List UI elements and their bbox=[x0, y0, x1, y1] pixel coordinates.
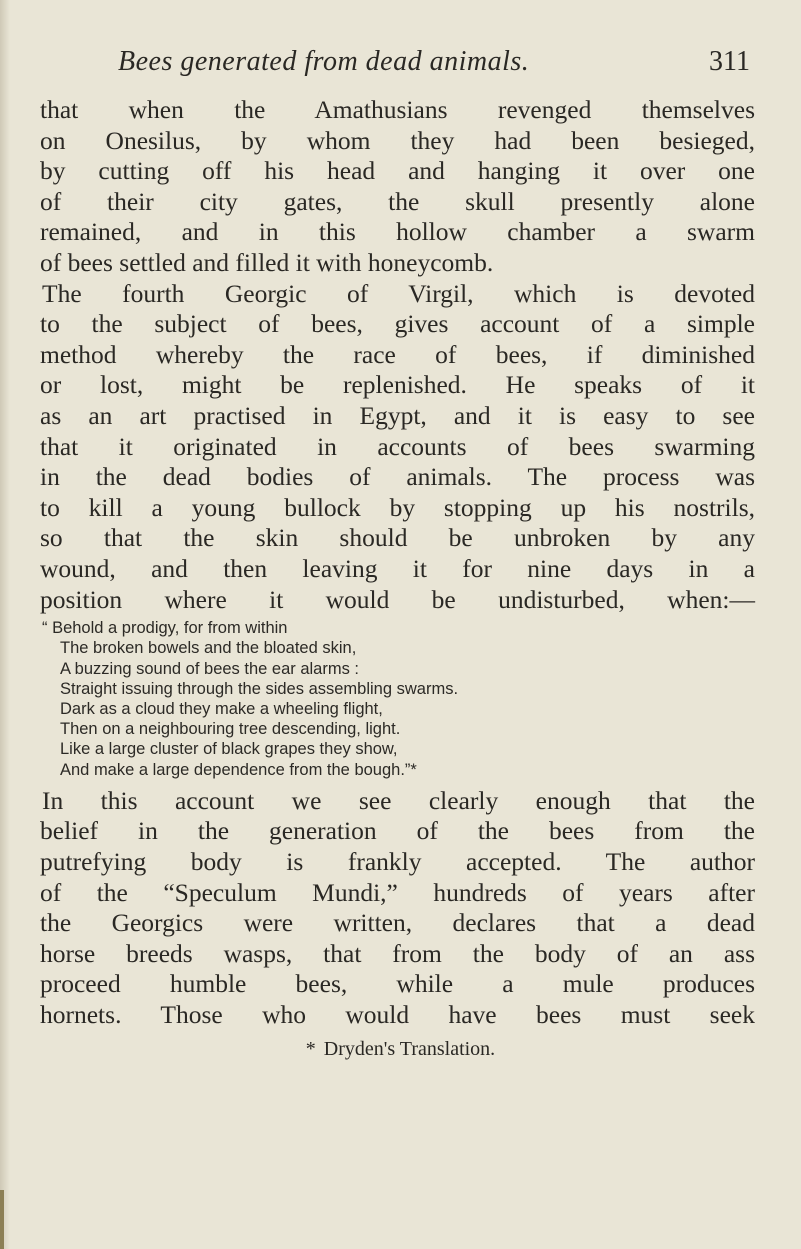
verse-line: “ Behold a prodigy, for from within bbox=[42, 619, 288, 638]
text-line: or lost, might be replenished. He speaks of it bbox=[40, 370, 755, 400]
text-line: wound, and then leaving it for nine days in a bbox=[40, 553, 755, 583]
verse-line: The broken bowels and the bloated skin, bbox=[60, 639, 357, 658]
verse-line: Then on a neighbouring tree descending, light. bbox=[60, 720, 401, 739]
gutter-shadow bbox=[0, 0, 10, 1249]
text-line: by cutting off his head and hanging it over one bbox=[40, 156, 755, 186]
text-line: In this account we see clearly enough that the bbox=[42, 785, 755, 815]
page-header bbox=[110, 46, 750, 86]
text-line: in the dead bodies of animals. The process was bbox=[40, 462, 755, 492]
text-line: to kill a young bullock by stopping up his nostrils, bbox=[40, 492, 755, 522]
text-line: proceed humble bees, while a mule produces bbox=[40, 969, 755, 999]
binding-edge bbox=[0, 1190, 4, 1249]
page-number: 311 bbox=[709, 46, 750, 77]
body-text bbox=[40, 95, 755, 1030]
text-line: as an art practised in Egypt, and it is easy to see bbox=[40, 400, 755, 430]
text-line: that when the Amathusians revenged themselves bbox=[40, 95, 755, 124]
text-line: belief in the generation of the bees from the bbox=[40, 816, 755, 846]
text-line: horse breeds wasps, that from the body of an ass bbox=[40, 938, 755, 968]
text-line: the Georgics were written, declares that a dead bbox=[40, 908, 755, 938]
verse-line: Dark as a cloud they make a wheeling flight, bbox=[60, 699, 383, 718]
text-line: so that the skin should be unbroken by any bbox=[40, 523, 755, 553]
text-line: to the subject of bees, gives account of a simple bbox=[40, 309, 755, 339]
text-line: The fourth Georgic of Virgil, which is devoted bbox=[42, 278, 755, 308]
paragraph-1 bbox=[40, 95, 755, 279]
footnote-text: Dryden's Translation. bbox=[323, 1038, 496, 1060]
text-line: hornets. Those who would have bees must seek bbox=[40, 999, 755, 1029]
text-line: of their city gates, the skull presently alone bbox=[40, 186, 755, 216]
text-line: method whereby the race of bees, if diminished bbox=[40, 339, 755, 369]
verse-quotation bbox=[40, 618, 755, 780]
paragraph-3 bbox=[40, 786, 755, 1031]
text-line: of the “Speculum Mundi,” hundreds of years after bbox=[40, 877, 755, 907]
footnote-marker: * bbox=[305, 1038, 316, 1060]
text-line: putrefying body is frankly accepted. The author bbox=[40, 846, 755, 876]
text-line: position where it would be undisturbed, when:— bbox=[40, 584, 755, 614]
text-line: on Onesilus, by whom they had been besieged, bbox=[40, 125, 755, 155]
verse-line: A buzzing sound of bees the ear alarms : bbox=[60, 659, 360, 678]
verse-line: Straight issuing through the sides assembling swarms. bbox=[60, 679, 459, 698]
text-line: of bees settled and filled it with honeycomb. bbox=[40, 247, 494, 277]
footnote bbox=[0, 1038, 801, 1061]
verse-line: And make a large dependence from the bough.”* bbox=[60, 760, 417, 779]
verse-line: Like a large cluster of black grapes they show, bbox=[60, 740, 398, 759]
paragraph-2 bbox=[40, 279, 755, 616]
text-line: remained, and in this hollow chamber a swarm bbox=[40, 217, 755, 247]
text-line: that it originated in accounts of bees swarming bbox=[40, 431, 755, 461]
running-head: Bees generated from dead animals. bbox=[118, 46, 530, 77]
